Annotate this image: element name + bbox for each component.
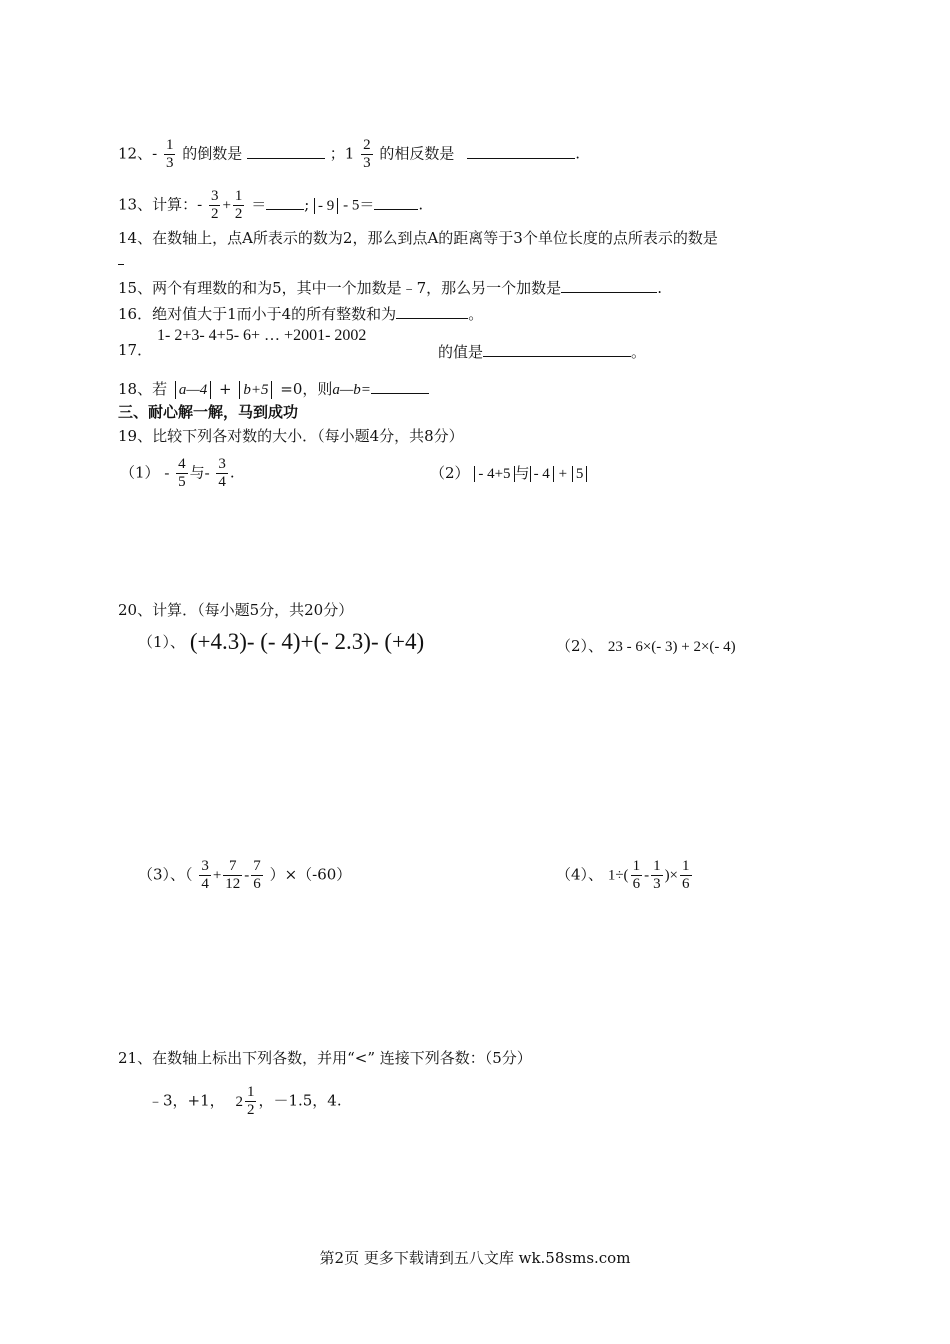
fraction: $\frac{1}{3}$ xyxy=(653,858,661,892)
fraction: $\frac{1}{6}$ xyxy=(632,858,641,892)
q16-text: 16．绝对值大于1而小于4的所有整数和为 xyxy=(118,305,397,323)
q20-p2-expr: 23 - 6×(- 3) + 2×(- 4) xyxy=(607,639,736,655)
absolute-value: 5 xyxy=(572,466,588,482)
part-label: （3）、（ xyxy=(138,865,193,884)
part-label: （2）、 xyxy=(556,637,604,655)
part-label: （2） xyxy=(430,464,470,482)
fraction: $\frac{3}{2}$ xyxy=(210,188,219,222)
question-20-part-3 xyxy=(138,858,351,893)
q12-text-2: 的相反数是 xyxy=(379,144,455,163)
part-label: （1） xyxy=(120,463,160,482)
question-20-part-1 xyxy=(138,629,425,654)
q18-suffix: =0，则 xyxy=(280,380,333,398)
q18-prefix: 18、若 xyxy=(118,380,168,398)
minus-sign: - xyxy=(644,867,650,884)
fraction-two-thirds: $\frac{2}{3}$ xyxy=(363,137,371,171)
answer-blank[interactable] xyxy=(483,340,631,357)
q20-p4-lead: 1÷( xyxy=(607,867,629,884)
fraction: $\frac{1}{2}$ xyxy=(234,188,243,222)
q17-answer xyxy=(438,340,646,362)
q12-end: . xyxy=(575,144,580,163)
fraction: $\frac{4}{5}$ xyxy=(178,456,186,490)
answer-blank[interactable] xyxy=(396,302,468,319)
section-3-title xyxy=(118,402,298,422)
q20-title: 20、计算．（每小题5分，共20分） xyxy=(118,601,354,619)
conjunction: 与 xyxy=(514,464,530,482)
question-16 xyxy=(118,302,483,324)
part-label: （4）、 xyxy=(556,865,604,884)
q12-prefix: 12、- xyxy=(118,144,158,163)
q14-text: 14、在数轴上，点A所表示的数为2，那么到点A的距离等于3个单位长度的点所表示的数是 xyxy=(118,229,718,247)
q20-p3-tail: ）×（-60） xyxy=(269,865,352,884)
question-19-part-2 xyxy=(430,463,587,484)
part-label: （1）、 xyxy=(138,633,186,651)
fraction: $\frac{1}{2}$ xyxy=(246,1084,255,1118)
period: . xyxy=(229,463,235,482)
absolute-value: - 4 xyxy=(530,466,554,482)
question-19-title xyxy=(118,426,464,446)
answer-blank[interactable] xyxy=(561,276,657,293)
fraction-one-third: $\frac{1}{3}$ xyxy=(165,137,174,171)
absolute-value: - 9 xyxy=(314,198,338,214)
q21-title: 21、在数轴上标出下列各数，并用“<” 连接下列各数：（5分） xyxy=(118,1049,532,1067)
plus-sign: + xyxy=(558,466,568,482)
question-20-part-4 xyxy=(556,858,694,893)
mixed-number-whole: 2 xyxy=(235,1093,243,1110)
question-14 xyxy=(118,228,718,248)
q21-nums-b: ，－1.5，4. xyxy=(258,1091,342,1110)
conjunction: 与 xyxy=(189,463,205,482)
abs-bar xyxy=(271,381,272,399)
fraction: $\frac{3}{4}$ xyxy=(218,456,226,490)
plus-sign: + xyxy=(219,380,232,398)
question-20-title xyxy=(118,600,353,620)
question-18 xyxy=(118,377,429,400)
q18-a-expr: a—4 xyxy=(178,382,208,398)
q17-expression xyxy=(157,326,366,346)
q16-end: 。 xyxy=(468,305,484,323)
plus-sign: + xyxy=(222,197,231,214)
fraction: $\frac{7}{6}$ xyxy=(253,858,261,892)
question-12 xyxy=(118,137,580,172)
section-title-text: 三、耐心解一解，马到成功 xyxy=(118,403,299,421)
abs-bar xyxy=(175,381,176,399)
q12-sep: ；1 xyxy=(329,144,355,163)
question-21-numbers xyxy=(148,1084,342,1119)
q21-nums-a: ﹣3，+1， xyxy=(148,1091,225,1110)
minus-sign: - xyxy=(204,465,210,482)
question-15 xyxy=(118,276,662,298)
answer-blank[interactable] xyxy=(118,252,124,265)
q13-prefix: 13、计算：- xyxy=(118,195,203,214)
answer-blank[interactable] xyxy=(247,142,325,159)
minus-sign: - xyxy=(244,867,250,884)
absolute-value: - 4+5 xyxy=(474,466,514,482)
q12-text: 的倒数是 xyxy=(182,144,243,163)
q13-end: . xyxy=(418,195,424,214)
q17-label: 17． xyxy=(118,341,153,359)
answer-blank[interactable] xyxy=(467,142,575,159)
semicolon: ; xyxy=(304,195,310,214)
minus-sign: - xyxy=(164,465,170,482)
q14-answer-blank[interactable] xyxy=(118,250,124,270)
q20-p4-mid: )× xyxy=(664,867,679,884)
page-footer xyxy=(0,1247,950,1268)
q17-end: 。 xyxy=(631,343,647,361)
q18-result: a—b= xyxy=(332,382,371,398)
q20-p1-expr: (+4.3)- (- 4)+(- 2.3)- (+4) xyxy=(189,629,425,654)
footer-text: 第2页 更多下载请到五八文库 wk.58sms.com xyxy=(319,1249,631,1267)
answer-blank[interactable] xyxy=(266,193,304,210)
plus-sign: + xyxy=(212,867,222,884)
abs-bar xyxy=(210,381,211,399)
answer-blank[interactable] xyxy=(374,193,418,210)
q15-end: . xyxy=(657,279,662,297)
q13-rest: - 5＝ xyxy=(343,197,375,214)
q17-suffix: 的值是 xyxy=(438,343,484,361)
q15-text: 15、两个有理数的和为5，其中一个加数是﹣7，那么另一个加数是 xyxy=(118,279,562,297)
q19-title: 19、比较下列各对数的大小．（每小题4分，共8分） xyxy=(118,427,464,445)
question-19-part-1 xyxy=(120,456,235,491)
question-13 xyxy=(118,188,423,223)
fraction: $\frac{3}{4}$ xyxy=(201,858,209,892)
q18-b-expr: b+5 xyxy=(243,382,269,398)
equals-sign: ＝ xyxy=(251,195,267,214)
fraction: $\frac{1}{6}$ xyxy=(682,858,690,892)
question-21-title xyxy=(118,1048,532,1068)
question-20-part-2 xyxy=(556,636,736,657)
question-17 xyxy=(118,340,152,360)
q17-expr: 1- 2+3- 4+5- 6+ … +2001- 2002 xyxy=(157,327,367,344)
answer-blank[interactable] xyxy=(371,377,429,394)
fraction: $\frac{7}{12}$ xyxy=(225,858,241,892)
abs-bar xyxy=(239,381,240,399)
